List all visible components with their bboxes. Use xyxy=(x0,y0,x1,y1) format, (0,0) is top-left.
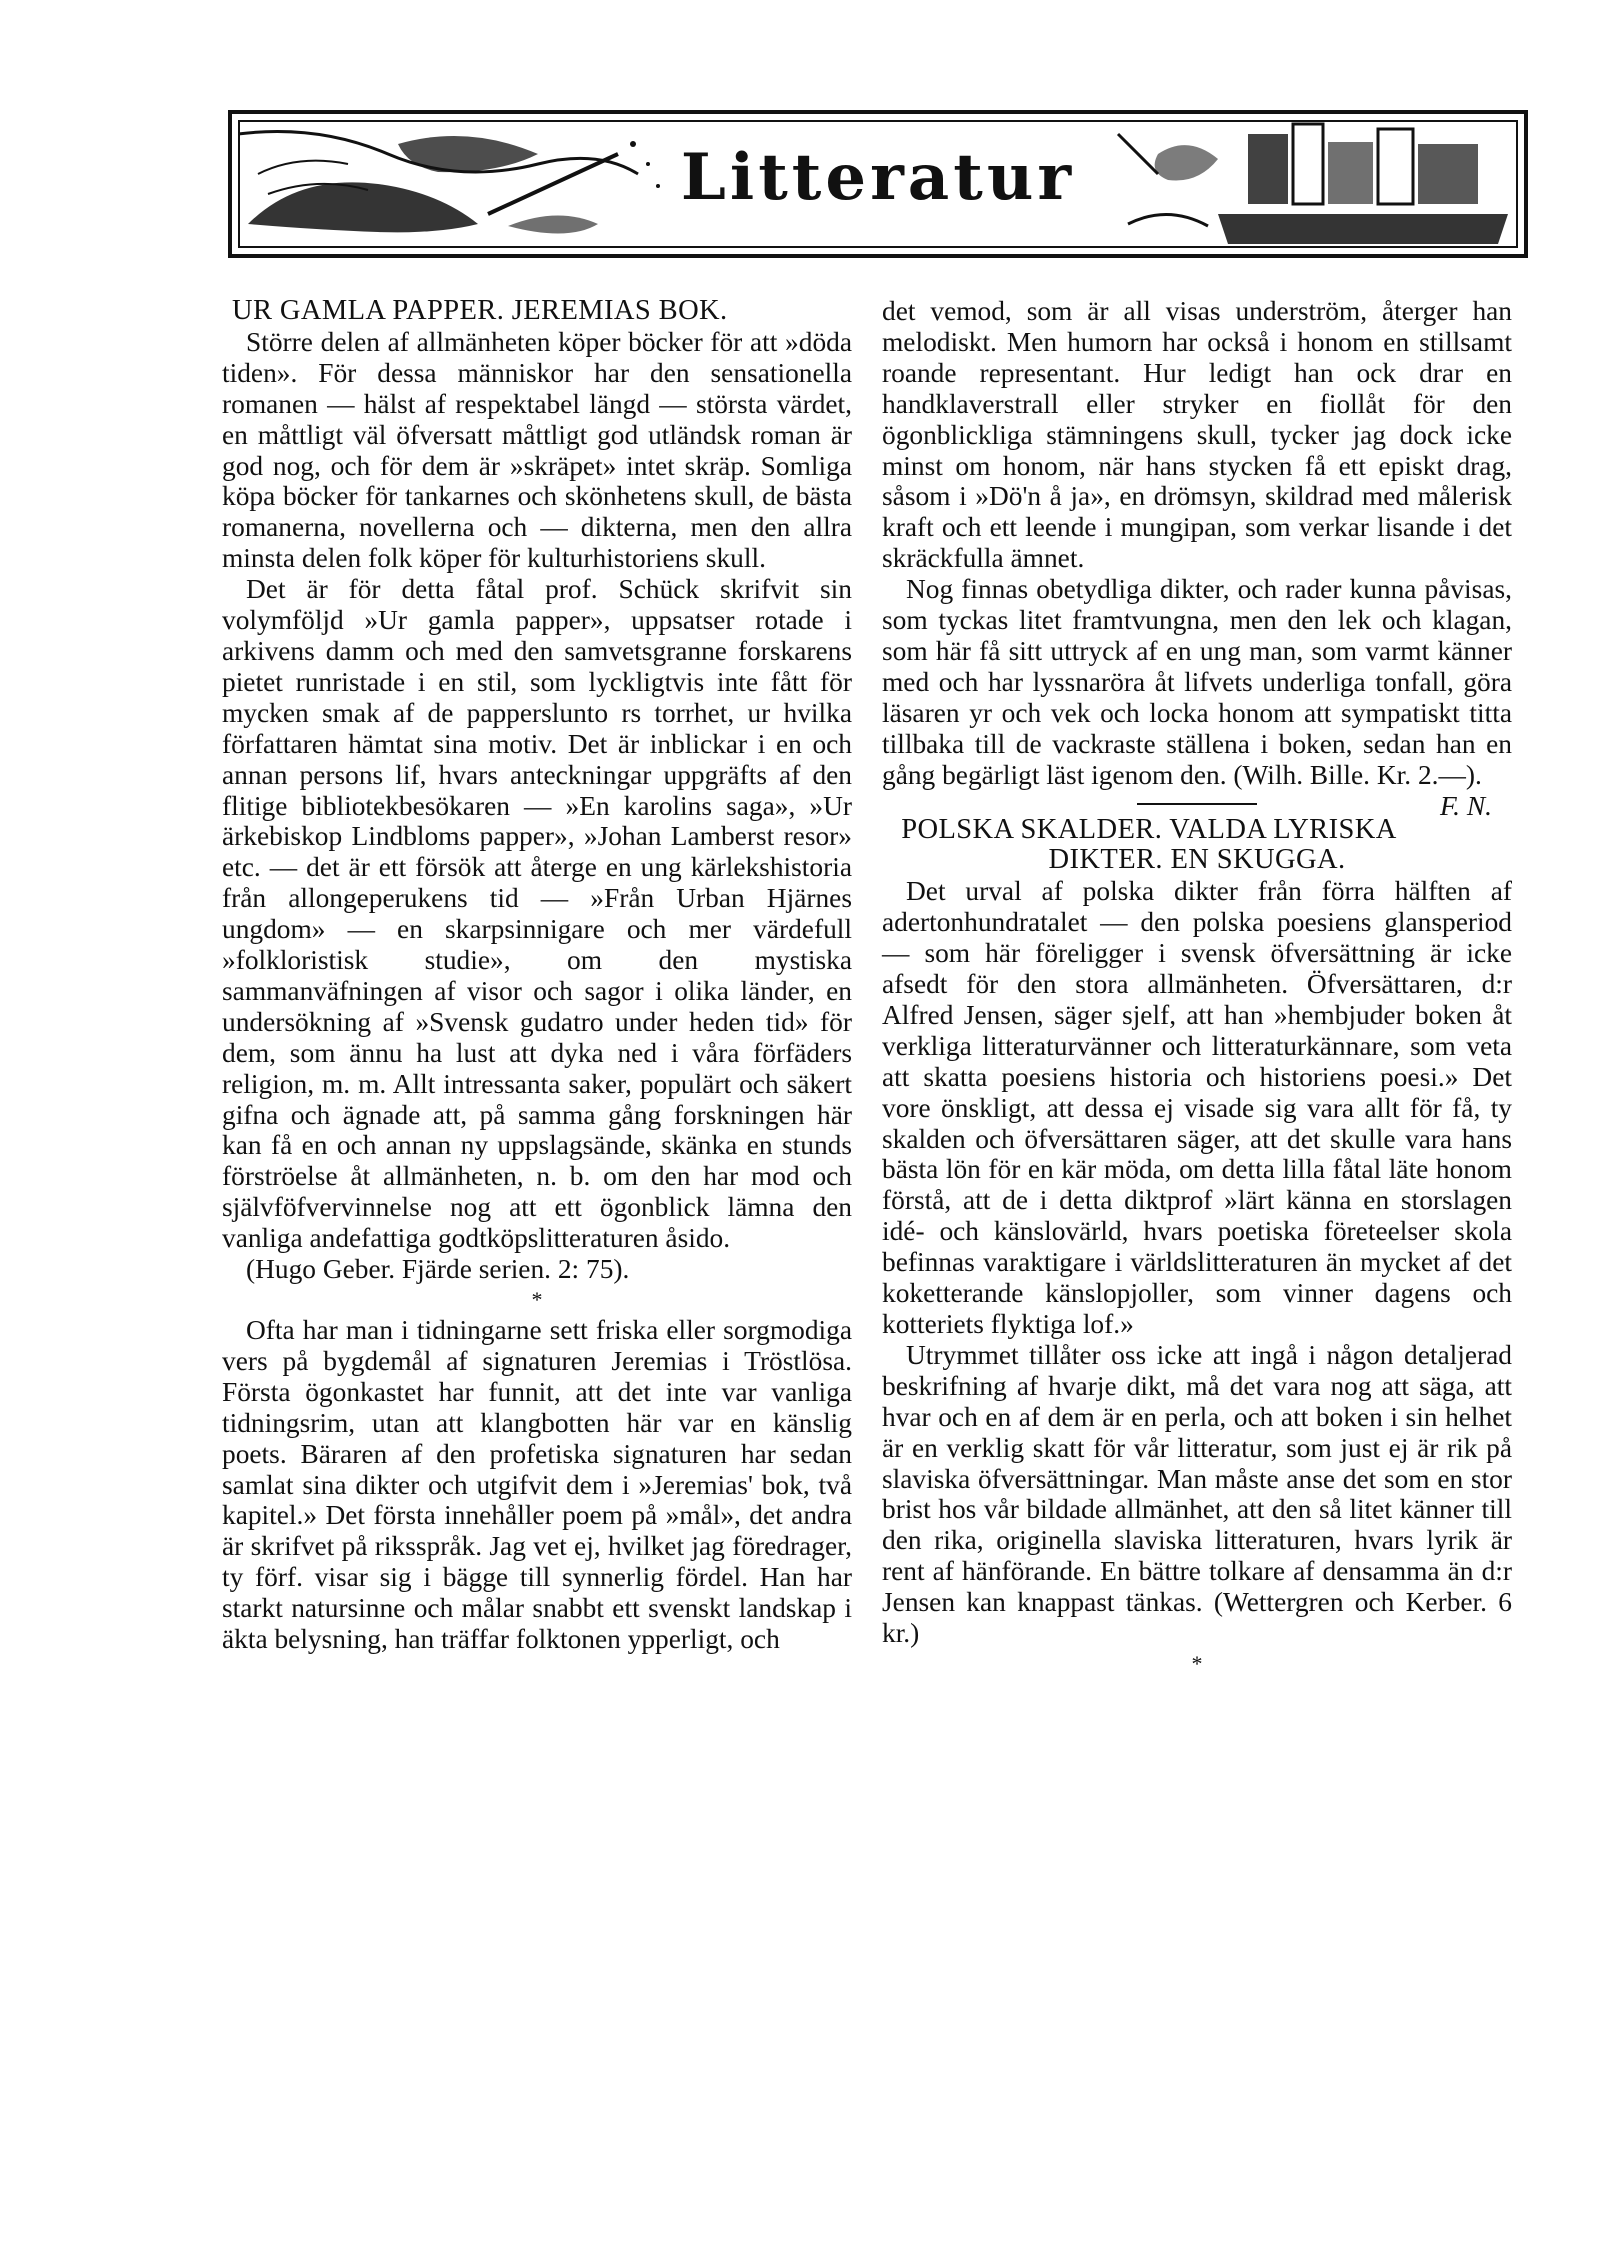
article-text: Nog finnas obetydliga dikter, och rader kunna påvisas, som tyckas litet framtvungna, men den lek och klagan, som här få sitt uttryck af en ung man, som varmt känner med och har lyssnaröra åt lifvets underliga tonfall, göra läsaren yr och vek och locka honom att sympatiskt titta tillbaka till de vackraste ställena i boken, sedan han en gång begärligt läst igenom den. (Wilh. Bille. Kr. 2.—). xyxy=(882,574,1512,790)
header-banner xyxy=(228,110,1528,258)
left-column xyxy=(222,296,852,1655)
review-heading-polska: POLSKA SKALDER. VALDA LYRISKA DIKTER. EN SKUGGA. xyxy=(901,813,1397,876)
section-separator: * xyxy=(531,1287,543,1312)
section-title: Litteratur xyxy=(680,140,1076,215)
article-paragraph: Utrymmet tillåter oss icke att ingå i någon detaljerad beskrifning af hvarje dikt, må det vara nog att säga, att hvar och en af dem är en perla, och att boken i sin helhet är en verklig skatt för vår litteratur, som just ej är rik på slaviska öfversättningar. Man måste anse det som en stor brist hos vår bildade allmänhet, att den så litet känner till den rika, originella slaviska litteraturen, hvars lyrik är rent af hänförande. En bättre tolkare af densamma än d:r Jensen kan knappast tänkas. (Wettergren och Kerber. 6 kr.) xyxy=(882,1339,1512,1649)
article-paragraph: Det är för detta fåtal prof. Schück skrifvit sin volymföljd »Ur gamla papper», uppsatser rotade i arkivens damm och med den samvetsgranne forskarens pietet runristade i en stil, som lyckligtvis inte fått för mycken smak af de papperslunto rs torrhet, ur hvilka författaren hämtat sina motiv. Det är inblickar i en och annan persons lif, hvars anteckningar uppgräfts af den flitige bibliotekbesökaren — »En karolins saga», »Ur ärkebiskop Lindbloms papper», »Johan Lamberst resor» etc. — det är ett försök att återge en ung kärlekshistoria från allongeperukens tid — »Från Urban Hjärnes ungdom» — en skarpsinnigare och mer värdefull »folkloristisk studie», om den mystiska sammanväfningen af visor och sagor i olika länder, en undersökning af »Svensk gudatro under heden tid» för dem, som ännu ha lust att dyka ned i våra förfäders religion, m. m. Allt intressanta saker, populärt och säkert gifna och ägnade att, på samma gång forskningen här kan få en och annan ny uppslagsände, skänka en stunds förströelse åt allmänheten, n. b. om den har mod och självföfvervinnelse nog att ett ögonblick lämna den vanliga andefattiga godtköpslitteraturen åsido. xyxy=(222,574,852,1254)
article-paragraph: Ofta har man i tidningarne sett friska eller sorgmodiga vers på bygdemål af signaturen Jeremias i Tröstlösa. Första ögonkastet har funnit, att det inte var vanliga tidningsrim, utan att klangbotten här var en känslig poets. Bäraren af den profetiska signaturen har sedan samlat sina dikter och utgifvit dem i »Jeremias' bok, två kapitel.» Det första innehåller poem på »mål», det andra är skrifvet på riksspråk. Jag vet ej, hvilket jag föredrager, ty förf. visar sig i bägge till synnerlig fördel. Han har starkt natursinne och målar snabbt ett svenskt landskap i äkta belysning, han träffar folktonen ypperligt, och xyxy=(222,1315,852,1655)
divider-rule xyxy=(1137,803,1257,805)
article-paragraph: Det urval af polska dikter från förra hälften af adertonhundratalet — den polska poesiens glansperiod — som här föreligger i svensk öfversättning är icke afsedt för den stora allmänheten. Öfversättaren, d:r Alfred Jensen, säger sjelf, att han »hembjuder boken åt verkliga litteraturvänner och litteraturkännare, som veta att skatta poesiens historia och historiens poesi.» Det vore önskligt, att dessa ej visade sig vara allt för få, ty skalden och öfversättaren säger, att det skulle vara hans bästa lön för en kär möda, om detta lilla fåtal läte honom förstå, att de i detta diktprof »lärt känna en storslagen idé- och känslovärld, hvars poetiska företeelser skola befinnas varaktigare i världslitteraturen än mycket af det koketterande känslopjoller, som vinner dagens och kotteriets flyktiga lof.» xyxy=(882,876,1512,1339)
author-signature: F. N. xyxy=(1439,790,1492,821)
article-paragraph: Större delen af allmänheten köper böcker för att »döda tiden». För dessa människor har den sensationella romanen — hälst af respektabel längd — största värdet, en måttligt väl öfversatt måttligt god utländsk roman är god nog, och för dem är »skräpet» intet skräp. Somliga köpa böcker för tankarnes och skönhetens skull, de bästa romanerna, novellerna och — dikterna, men den allra minsta delen folk köper för kulturhistoriens skull. xyxy=(222,326,852,574)
citation: (Hugo Geber. Fjärde serien. 2: 75). xyxy=(246,1254,630,1285)
article-paragraph xyxy=(882,574,1512,821)
right-column xyxy=(882,296,1512,1679)
section-separator: * xyxy=(1191,1650,1203,1676)
article-paragraph: det vemod, som är all visas underström, återger han melodiskt. Men humorn har också i honom en stillsamt roande representant. Hur ledigt han ock drar en handklaverstrall eller stryker en fiollåt för den ögonblickliga stämningens skull, tycker jag dock icke minst om honom, när hans stycken få ett episkt drag, såsom i »Dö'n å ja», en drömsyn, skildrad med målerisk kraft och ett leende i mungipan, som verkar lisande i det skräckfulla ämnet. xyxy=(882,296,1512,574)
review-heading-jeremias: UR GAMLA PAPPER. JEREMIAS BOK. xyxy=(232,295,728,326)
